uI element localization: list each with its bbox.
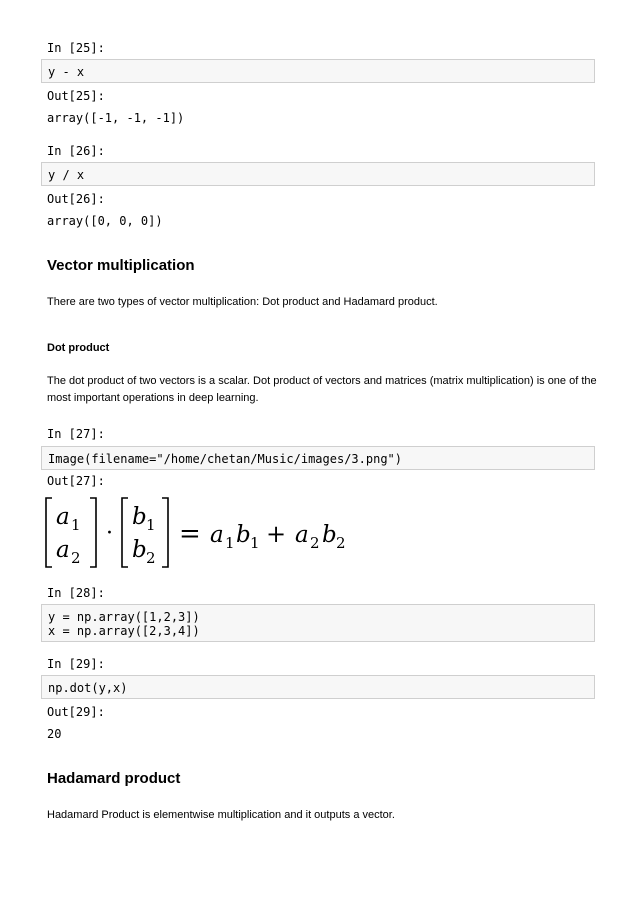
b2-letter: b xyxy=(132,537,147,563)
code-line: x = np.array([2,3,4]) xyxy=(48,624,200,638)
output-29: 20 xyxy=(47,727,62,741)
code-line: np.dot(y,x) xyxy=(48,681,128,695)
out-prompt-29: Out[29]: xyxy=(47,705,105,719)
heading-dot-product: Dot product xyxy=(47,342,110,354)
output-25: array([-1, -1, -1]) xyxy=(47,111,185,125)
rhs-a1-letter: a xyxy=(210,522,224,548)
paragraph-vector-multiplication: There are two types of vector multiplication: Dot product and Hadamard product. xyxy=(47,296,438,308)
heading-hadamard-product: Hadamard product xyxy=(47,770,181,787)
code-line: y - x xyxy=(48,65,85,79)
in-prompt-28: In [28]: xyxy=(47,586,105,600)
equals-sign: = xyxy=(179,519,201,549)
rhs-a1-sub: 1 xyxy=(225,534,235,552)
code-cell-28[interactable] xyxy=(41,604,595,642)
a1-letter: a xyxy=(56,504,70,530)
paragraph-dot-product: The dot product of two vectors is a scalar. Dot product of vectors and matrices (matrix multiplication) is one of the most important operations in deep learning. xyxy=(47,375,597,404)
a1-sub: 1 xyxy=(71,516,81,534)
rhs-b1-sub: 1 xyxy=(250,534,260,552)
b2-sub: 2 xyxy=(146,549,156,567)
code-cell-25[interactable] xyxy=(41,59,595,83)
out-prompt-26: Out[26]: xyxy=(47,192,105,206)
b1-sub: 1 xyxy=(146,516,156,534)
code-line: Image(filename="/home/chetan/Music/images/3.png") xyxy=(48,452,403,466)
code-cell-26[interactable] xyxy=(41,162,595,186)
output-26: array([0, 0, 0]) xyxy=(47,214,163,228)
in-prompt-25: In [25]: xyxy=(47,41,105,55)
bracket-right-b xyxy=(162,498,168,567)
rhs-a2-letter: a xyxy=(295,522,309,548)
code-line: y / x xyxy=(48,168,85,182)
bracket-left-a xyxy=(46,498,52,567)
rhs-b2-sub: 2 xyxy=(336,534,346,552)
code-cell-29[interactable] xyxy=(41,675,595,699)
dot-operator: · xyxy=(106,521,113,546)
code-line: y = np.array([1,2,3]) xyxy=(48,610,200,624)
in-prompt-26: In [26]: xyxy=(47,144,105,158)
dot-product-formula-image xyxy=(42,495,362,570)
b1-letter: b xyxy=(132,504,147,530)
in-prompt-29: In [29]: xyxy=(47,657,105,671)
code-cell-27[interactable] xyxy=(41,446,595,470)
bracket-left-b xyxy=(122,498,128,567)
a2-letter: a xyxy=(56,537,70,563)
bracket-right-a xyxy=(90,498,96,567)
paragraph-hadamard-product: Hadamard Product is elementwise multiplication and it outputs a vector. xyxy=(47,809,395,821)
heading-vector-multiplication: Vector multiplication xyxy=(47,257,195,274)
out-prompt-25: Out[25]: xyxy=(47,89,105,103)
rhs-a2-sub: 2 xyxy=(310,534,320,552)
a2-sub: 2 xyxy=(71,549,81,567)
rhs-b2-letter: b xyxy=(322,522,337,548)
out-prompt-27: Out[27]: xyxy=(47,474,105,488)
rhs-b1-letter: b xyxy=(236,522,251,548)
plus-sign: + xyxy=(266,520,287,548)
in-prompt-27: In [27]: xyxy=(47,427,105,441)
